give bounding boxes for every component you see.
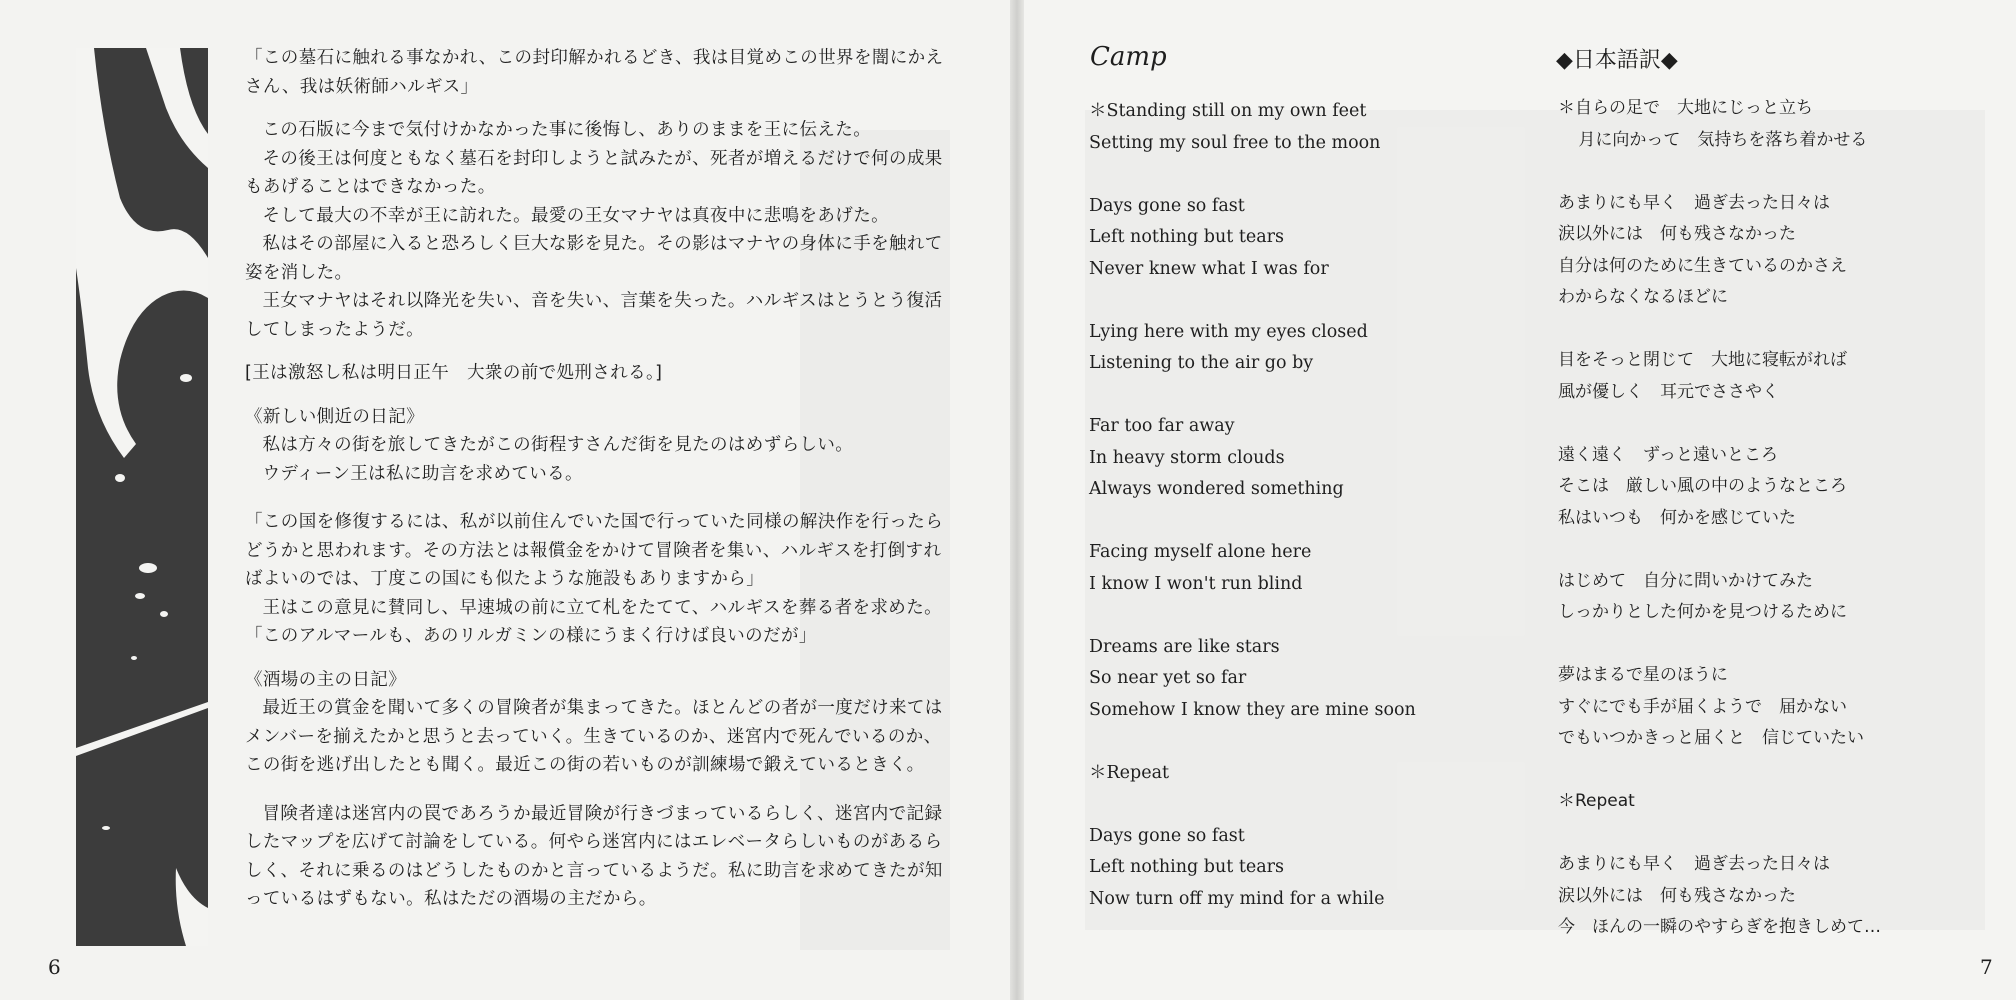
lyric-line: Somehow I know they are mine soon xyxy=(1089,699,1416,720)
lyric-line: Listening to the air go by xyxy=(1089,353,1314,373)
stanza xyxy=(1558,786,1978,818)
lyric-line: Left nothing but tears xyxy=(1089,857,1285,877)
page-number-left: 6 xyxy=(48,955,61,979)
stanza xyxy=(1089,191,1519,286)
lyric-line: しっかりとした何かを見つけるために xyxy=(1558,602,1847,622)
paragraph: そして最大の不幸が王に訪れた。最愛の王女マナヤは真夜中に悲鳴をあげた。 xyxy=(262,205,889,226)
paragraph: [王は激怒し私は明日正午 大衆の前で処刑される。] xyxy=(245,363,663,383)
stanza xyxy=(1089,96,1519,159)
paragraph: その後王は何度ともなく墓石を封印しようと試みたが、死者が増えるだけで何の成果もあげることはできなかった。 xyxy=(245,148,943,197)
lyric-line: はじめて 自分に問いかけてみた xyxy=(1558,570,1813,591)
lyric-line: 月に向かって 気持ちを落ち着かせる xyxy=(1578,129,1868,150)
stanza xyxy=(1558,849,1978,944)
stanza xyxy=(1089,821,1519,916)
paragraph: 王女マナヤはそれ以降光を失い、音を失い、言葉を失った。ハルギスはとうとう復活してしまったようだ。 xyxy=(245,291,943,340)
lyric-line: Always wondered something xyxy=(1089,479,1344,499)
paragraph: この石版に今まで気付けかなかった事に後悔し、ありのままを王に伝えた。 xyxy=(262,120,872,140)
lyric-line: Setting my soul free to the moon xyxy=(1089,132,1381,153)
stanza xyxy=(1558,566,1978,629)
paragraph: 私は方々の街を旅してきたがこの街程すさんだ街を見たのはめずらしい。 xyxy=(262,435,854,455)
book-gutter xyxy=(1010,0,1024,1000)
stanza xyxy=(1558,188,1978,314)
ink-splatter-illustration xyxy=(76,48,208,946)
lyric-line: ＊Standing still on my own feet xyxy=(1089,101,1367,121)
lyric-line: 自分は何のために生きているのかさえ xyxy=(1558,255,1847,276)
lyric-line: Now turn off my mind for a while xyxy=(1089,888,1385,909)
lyric-line: Lying here with my eyes closed xyxy=(1089,321,1368,342)
english-lyrics xyxy=(1089,96,1519,915)
paragraph: 最近王の賞金を聞いて多くの冒険者が集まってきた。ほとんどの者が一度だけ来てはメンバーを揃えたかと思うと去っていく。生きているのか、迷宮内で死んでいるのか、この街を逃げ出したとも聞く。最近この街の若いものが訓練場で鍛えているときく。 xyxy=(245,698,943,775)
page-number-right: 7 xyxy=(1980,955,1993,979)
lyric-line: 今 ほんの一瞬のやすらぎを抱きしめて… xyxy=(1558,917,1881,937)
paragraph: 「この墓石に触れる事なかれ、この封印解かれるどき、我は目覚めこの世界を闇にかえさん、我は妖術師ハルギス」 xyxy=(245,48,944,97)
paragraph: ウディーン王は私に助言を求めている。 xyxy=(262,463,583,484)
lyric-line: So near yet so far xyxy=(1089,668,1247,688)
paragraph: 「このアルマールも、あのリルガミンの様にうまく行けば良いのだが」 xyxy=(245,626,817,646)
lyric-line: Dreams are like stars xyxy=(1089,636,1280,657)
lyric-line: Far too far away xyxy=(1089,416,1235,436)
stanza xyxy=(1558,345,1978,408)
stanza xyxy=(1089,758,1519,790)
lyric-line: 夢はまるで星のほうに xyxy=(1558,665,1728,685)
lyric-line: そこは 厳しい風の中のようなところ xyxy=(1558,476,1847,496)
lyric-line: Never knew what I was for xyxy=(1089,258,1329,279)
lyric-line: In heavy storm clouds xyxy=(1089,447,1285,468)
lyric-line: 風が優しく 耳元でささやく xyxy=(1558,381,1779,402)
section-heading: 《新しい側近の日記》 xyxy=(245,406,424,427)
paragraph: 冒険者達は迷宮内の罠であろうか最近冒険が行きづまっているらしく、迷宮内で記録したマップを広げて討論をしている。何やら迷宮内にはエレベータらしいものがあるらしく、それに乗るのはどうしたものかと言っているようだ。私に助言を求めてきたが知っているはずもない。私はただの酒場の主だから。 xyxy=(245,803,943,909)
lyric-line: Days gone so fast xyxy=(1089,195,1245,216)
japanese-translation xyxy=(1558,93,1978,944)
stanza xyxy=(1558,440,1978,535)
song-title: Camp xyxy=(1090,42,1167,72)
lyric-line: すぐにでも手が届くようで 届かない xyxy=(1558,696,1847,717)
lyric-line: でもいつかきっと届くと 信じていたい xyxy=(1558,728,1864,748)
stanza xyxy=(1089,632,1519,727)
paragraph: 私はその部屋に入ると恐ろしく巨大な影を見た。その影はマナヤの身体に手を触れて姿を消した。 xyxy=(245,234,943,283)
lyric-line: Facing myself alone here xyxy=(1089,542,1312,562)
stanza xyxy=(1089,411,1519,506)
lyric-line: 目をそっと閉じて 大地に寝転がれば xyxy=(1558,350,1847,370)
lyric-line: I know I won't run blind xyxy=(1089,573,1303,594)
lyric-line: ＊Repeat xyxy=(1089,762,1170,783)
stanza xyxy=(1089,317,1519,380)
stanza xyxy=(1558,93,1978,156)
translation-title: ◆日本語訳◆ xyxy=(1556,48,1678,73)
stanza xyxy=(1558,660,1978,755)
stanza xyxy=(1089,537,1519,600)
lyric-line: あまりにも早く 過ぎ去った日々は xyxy=(1558,854,1830,874)
lyric-line: 涙以外には 何も残さなかった xyxy=(1558,224,1796,244)
lyric-line: わからなくなるほどに xyxy=(1558,287,1728,307)
lyric-line: Left nothing but tears xyxy=(1089,227,1285,247)
ink-splatter-graphic xyxy=(76,48,208,946)
lyric-line: 私はいつも 何かを感じていた xyxy=(1558,507,1796,528)
lyric-line: 涙以外には 何も残さなかった xyxy=(1558,885,1796,906)
lyric-line: Days gone so fast xyxy=(1089,825,1245,846)
diary-text xyxy=(245,44,955,914)
paragraph: 王はこの意見に賛同し、早速城の前に立て札をたてて、ハルギスを葬る者を求めた。 xyxy=(262,597,942,618)
lyric-line: あまりにも早く 過ぎ去った日々は xyxy=(1558,192,1830,213)
lyric-line: ＊Repeat xyxy=(1558,791,1635,811)
paragraph: 「この国を修復するには、私が以前住んでいた国で行っていた同様の解決作を行ったらどうかと思われます。その方法とは報償金をかけて冒険者を集い、ハルギスを打倒すればよいのでは、丁度この国にも似たような施設もありますから」 xyxy=(245,512,944,589)
lyric-line: ＊自らの足で 大地にじっと立ち xyxy=(1558,98,1813,118)
section-heading: 《酒場の主の日記》 xyxy=(245,669,407,690)
lyric-line: 遠く遠く ずっと遠いところ xyxy=(1558,444,1778,465)
